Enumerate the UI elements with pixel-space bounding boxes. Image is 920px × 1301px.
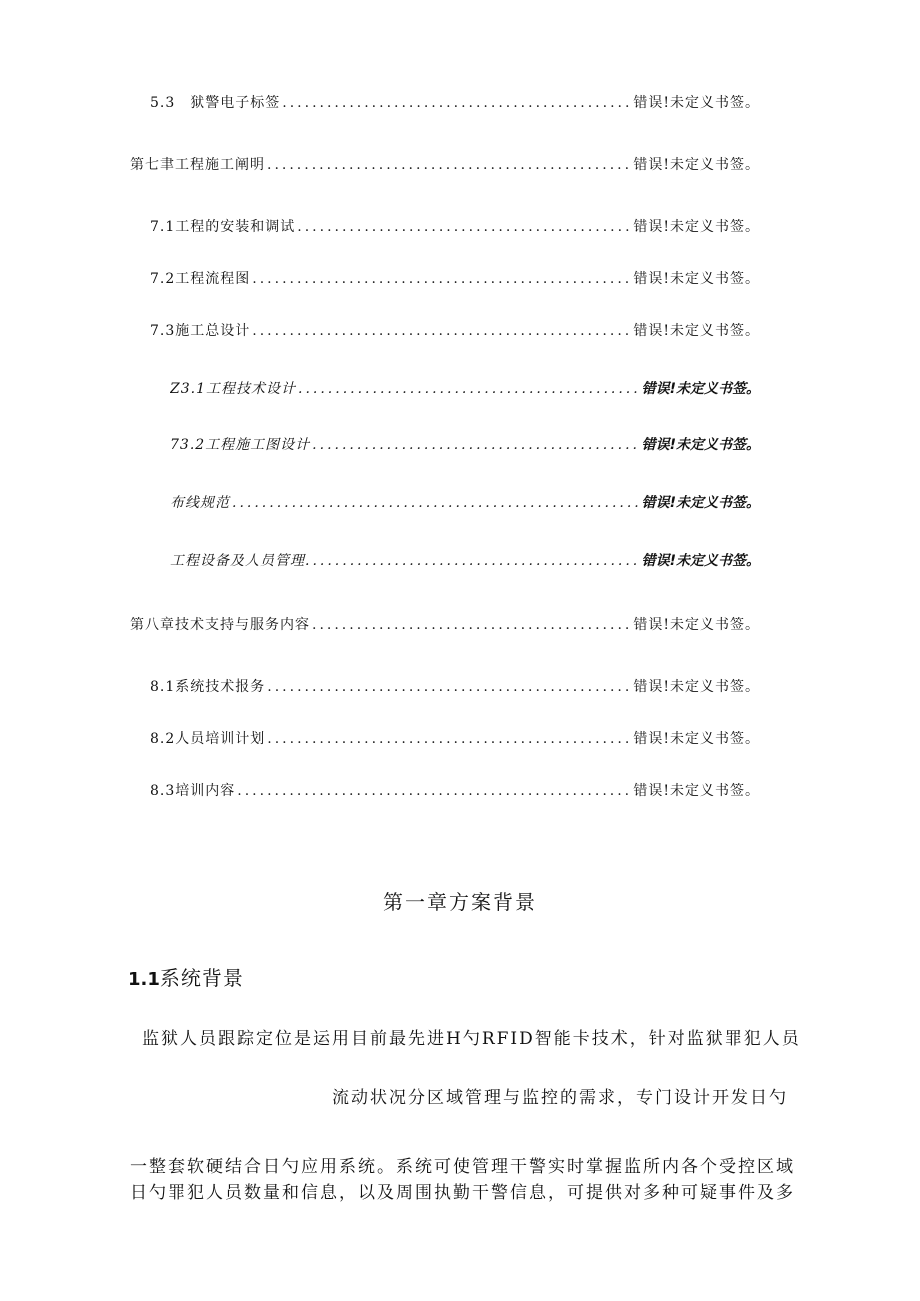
toc-entry-equipment-personnel[interactable]	[170, 550, 760, 570]
toc-page-ref: 错误!未定义书签。	[641, 437, 760, 453]
toc-page-ref: 错误!未定义书签。	[633, 731, 760, 747]
toc-leader	[312, 553, 639, 569]
body-paragraph-line-4: 日勺罪犯人员数量和信息，以及周围执勤干警信息，可提供对多种可疑事件及多	[130, 1183, 795, 1203]
toc-leader	[252, 323, 631, 339]
toc-leader	[267, 157, 631, 173]
toc-label: Z3.1工程技术设计	[170, 381, 296, 397]
toc-entry-5-3[interactable]	[150, 92, 760, 112]
section-heading	[128, 962, 244, 991]
body-paragraph-line-3: 一整套软硬结合日勺应用系统。系统可使管理干警实时掌握监所内各个受控区域	[130, 1157, 795, 1177]
toc-page-ref: 错误!未定义书签。	[633, 95, 760, 111]
toc-page-ref: 错误!未定义书签。	[641, 495, 760, 511]
toc-leader	[237, 783, 631, 799]
toc-entry-7-1[interactable]	[150, 216, 760, 236]
toc-label: 布线规范	[170, 495, 230, 511]
toc-page-ref: 错误!未定义书签。	[633, 323, 760, 339]
toc-label: 73.2工程施工图设计	[170, 437, 311, 453]
toc-entry-8-2[interactable]	[150, 728, 760, 748]
toc-leader	[312, 617, 631, 633]
toc-entry-7-3-1[interactable]	[170, 378, 760, 398]
section-number: 1.1	[128, 969, 160, 990]
toc-leader	[282, 95, 631, 111]
toc-label: 7.3施工总设计	[150, 323, 251, 339]
toc-entry-7-2[interactable]	[150, 268, 760, 288]
toc-entry-8-1[interactable]	[150, 676, 760, 696]
toc-label: 7.2工程流程图	[150, 271, 251, 287]
toc-label: 工程设备及人员管理.	[170, 553, 311, 569]
toc-label: 第八章技术支持与服务内容	[130, 617, 310, 633]
toc-entry-chapter-8[interactable]	[130, 614, 760, 634]
toc-page-ref: 错误!未定义书签。	[633, 679, 760, 695]
toc-leader	[267, 731, 631, 747]
toc-entry-7-3-2[interactable]	[170, 434, 760, 454]
toc-page-ref: 错误!未定义书签。	[641, 381, 760, 397]
toc-leader	[232, 495, 640, 511]
toc-entry-8-3[interactable]	[150, 780, 760, 800]
toc-label: 7.1工程的安装和调试	[150, 219, 296, 235]
toc-page-ref: 错误!未定义书签。	[633, 157, 760, 173]
toc-label: 第七聿工程施工阐明	[130, 157, 265, 173]
toc-label: 8.3培训内容	[150, 783, 236, 799]
toc-label: 5.3 狱警电子标签	[150, 95, 281, 111]
toc-entry-chapter-7[interactable]	[130, 154, 760, 174]
body-paragraph-line-1: 监狱人员跟踪定位是运用目前最先进H勺RFID智能卡技术，针对监狱罪犯人员	[142, 1029, 801, 1049]
chapter-title: 第一章方案背景	[383, 890, 537, 914]
toc-page-ref: 错误!未定义书签。	[633, 271, 760, 287]
toc-leader	[297, 219, 631, 235]
toc-leader	[267, 679, 631, 695]
toc-page-ref: 错误!未定义书签。	[633, 617, 760, 633]
toc-leader	[312, 437, 639, 453]
body-paragraph-line-2: 流动状况分区域管理与监控的需求，专门设计开发日勺	[332, 1088, 788, 1108]
toc-leader	[298, 381, 640, 397]
toc-leader	[252, 271, 631, 287]
toc-label: 8.1系统技术报务	[150, 679, 266, 695]
toc-entry-7-3[interactable]	[150, 320, 760, 340]
toc-entry-wiring-spec[interactable]	[170, 492, 760, 512]
toc-page-ref: 错误!未定义书签。	[633, 219, 760, 235]
toc-page-ref: 错误!未定义书签。	[641, 553, 760, 569]
section-title: 系统背景	[159, 966, 244, 990]
toc-page-ref: 错误!未定义书签。	[633, 783, 760, 799]
toc-label: 8.2人员培训计划	[150, 731, 266, 747]
